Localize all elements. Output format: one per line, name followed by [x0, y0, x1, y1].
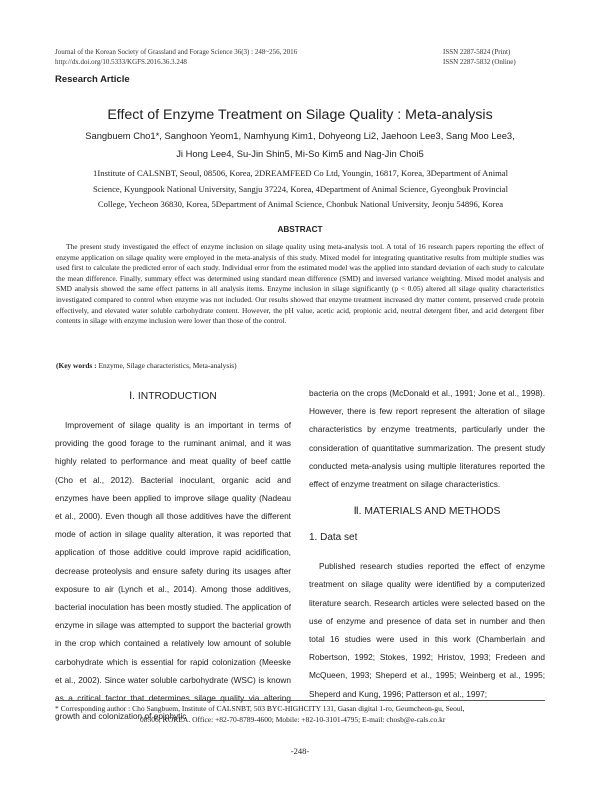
abstract-heading: ABSTRACT: [277, 225, 323, 234]
keywords-list: Enzyme, Silage characteristics, Meta-analysis): [98, 361, 237, 370]
corresponding-author-footnote: [55, 703, 545, 725]
journal-header: [55, 47, 297, 67]
subsection-heading-data-set: 1. Data set: [309, 532, 358, 544]
issn-print: ISSN 2287-5824 (Print): [443, 48, 511, 56]
abstract-text: The present study investigated the effect of enzyme inclusion on silage quality using meta-analysis tool. A total of 16 research papers reporting the effect of enzyme application on silage quality were employed in the meta-analysis of this study. Mixed model for integrating quantitative results from multiple studies was used first to calculate the predicted error of each study. Individual error from the estimated model was the applied into standard deviation of each study to calculate the mean difference. Finally, summary effect was determined using standard mean difference (SMD) and inversed variance weighting. Mixed model analysis and SMD analysis showed the same effect patterns in all analysis items. Enzyme inclusion in silage significantly (p < 0.05) altered all silage quality characteristics investigated compared to control when enzyme was not included. Our results showed that enzyme treatment increased dry matter content, preserved crude protein effectively, and elevated water soluble carbohydrate content. However, the pH value, acetic acid, propionic acid, neutral detergent fiber, and acid detergent fiber contents in silage with enzyme inclusion were lower than those of the control.: [56, 242, 544, 326]
keywords: [56, 361, 544, 371]
section-heading-methods: Ⅱ. MATERIALS AND METHODS: [353, 506, 501, 518]
page-number: -248-: [290, 746, 310, 756]
introduction-paragraph: Improvement of silage quality is an important in terms of providing the good forage to the ruminant animal, and it was highly related to performance and meat quality of beef cattle (Cho et al., 2012). Bacterial inoculant, organic acid and enzymes have been applied to improve silage quality (Nadeau et al., 2000). Even though all those additives have the different mode of action in silage quality alteration, it was reported that application of those additive could improve rapid acidification, decrease proteolysis and ensure safety during its usages after exposure to air (Lynch et al., 2014). Among those additives, bacterial inoculation has been mostly studied. The application of enzyme in silage was attempted to support the bacterial growth in the crop which contained a relatively low amount of soluble carbohydrate which is essential for rapid colonization (Meeske et al., 2002). Since water soluble carbohydrate (WSC) is known as a critical factor that determines silage quality via altering growth and colonization of epiphytic: [55, 420, 291, 722]
left-column: [55, 384, 291, 725]
footnote-divider: [55, 700, 545, 701]
affiliations: [52, 166, 549, 213]
data-set-paragraph: Published research studies reported the effect of enzyme treatment on silage quality were identified by a computerized literature search. Research articles were selected based on the use of enzyme and presence of data set in number and then total 16 studies were used in this work (Chamberlain and Robertson, 1992; Stokes, 1992; Hristov, 1993; Fredeen and McQueen, 1993; Sheperd et al., 1995; Weinberg et al., 1995; Sheperd and Kung, 1996; Patterson et al., 1997;: [309, 561, 545, 699]
doi-link[interactable]: http://dx.doi.org/10.5333/KGFS.2016.36.3.248: [55, 58, 187, 66]
introduction-continued: bacteria on the crops (McDonald et al., 1991; Jone et al., 1998). However, there is few report represent the alteration of silage characteristics by enzyme treatments, particularly under the consideration of quantitative summarization. The present study conducted meta-analysis using multiple literatures reported the effect of enzyme treatment on silage characteristics.: [309, 388, 545, 490]
journal-citation: Journal of the Korean Society of Grassland and Forage Science 36(3) : 248~256, 2016: [55, 48, 298, 56]
paper-title: Effect of Enzyme Treatment on Silage Quality : Meta-analysis: [107, 107, 493, 123]
footnote-line-1: * Corresponding author : Cho Sangbuem, Institute of CALSNBT, 503 BYC-HIGHCITY 131, Gasan digital 1-ro, Geumcheon-gu, Seoul,: [55, 704, 465, 713]
issn-online: ISSN 2287-5832 (Online): [443, 58, 516, 66]
affiliation-line-2: Science, Kyungpook National University, Sangju 37224, Korea, 4Department of Animal Science, Gyeongbuk Provincial: [93, 183, 508, 194]
affiliation-line-1: 1Institute of CALSNBT, Seoul, 08506, Korea, 2DREAMFEED Co Ltd, Youngin, 16817, Korea, 3Department of Animal: [93, 168, 508, 178]
right-column: [309, 384, 545, 703]
affiliation-line-3: College, Yecheon 36830, Korea, 5Department of Animal Science, Chonbuk National University, Jeonju 54896, Korea: [97, 199, 504, 209]
author-list: [40, 127, 560, 163]
footnote-line-2: 08506, KOREA. Office: +82-70-8789-4600; Mobile: +82-10-3101-4795; E-mail: chosb@e-cals.co.kr: [140, 715, 446, 724]
article-type: Research Article: [55, 74, 130, 85]
issn-block: [443, 47, 516, 67]
authors-line-1: Sangbuem Cho1*, Sanghoon Yeom1, Namhyung Kim1, Dohyeong Li2, Jaehoon Lee3, Sang Moo Lee3,: [85, 130, 515, 141]
authors-line-2: Ji Hong Lee4, Su-Jin Shin5, Mi-So Kim5 and Nag-Jin Choi5: [176, 148, 424, 159]
section-heading-introduction: Ⅰ. INTRODUCTION: [129, 391, 217, 402]
keywords-label: (Key words :: [56, 361, 97, 370]
